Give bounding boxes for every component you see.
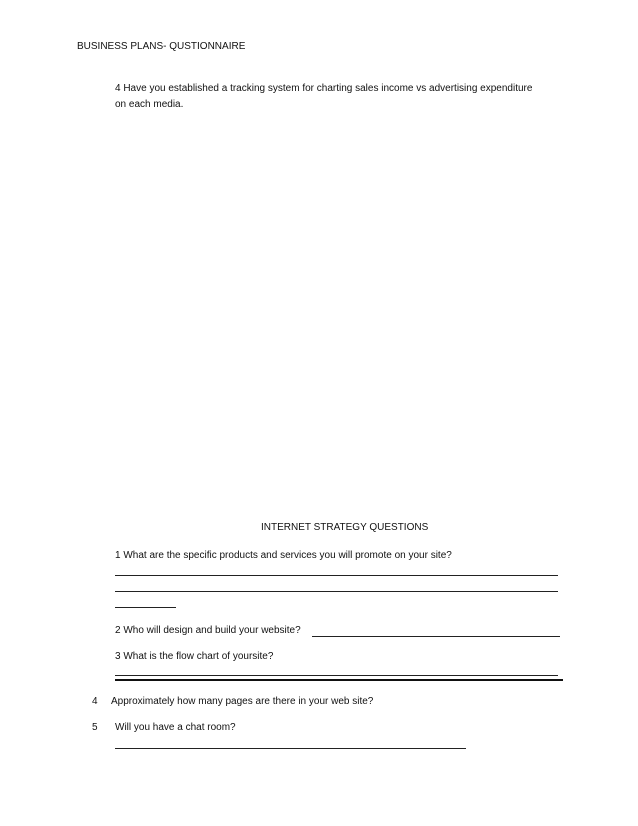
question-4-line-1: 4 Have you established a tracking system for charting sales income vs advertising expenditure xyxy=(115,83,533,94)
answer-line xyxy=(115,607,176,608)
internet-question-2: 2 Who will design and build your website? xyxy=(115,625,301,636)
answer-line xyxy=(312,636,560,637)
internet-question-5-number: 5 xyxy=(92,722,98,733)
answer-line xyxy=(115,591,558,592)
question-4-line-2: on each media. xyxy=(115,99,184,110)
answer-line xyxy=(115,679,563,681)
internet-strategy-heading: INTERNET STRATEGY QUESTIONS xyxy=(261,522,429,533)
internet-question-4: Approximately how many pages are there in your web site? xyxy=(111,696,374,707)
internet-question-4-number: 4 xyxy=(92,696,98,707)
internet-question-5: Will you have a chat room? xyxy=(115,722,236,733)
internet-question-3: 3 What is the flow chart of yoursite? xyxy=(115,651,274,662)
answer-line xyxy=(115,748,466,749)
answer-line xyxy=(115,575,558,576)
internet-question-1: 1 What are the specific products and services you will promote on your site? xyxy=(115,550,452,561)
page-header-title: BUSINESS PLANS- QUSTIONNAIRE xyxy=(77,41,246,52)
answer-line xyxy=(115,675,558,676)
